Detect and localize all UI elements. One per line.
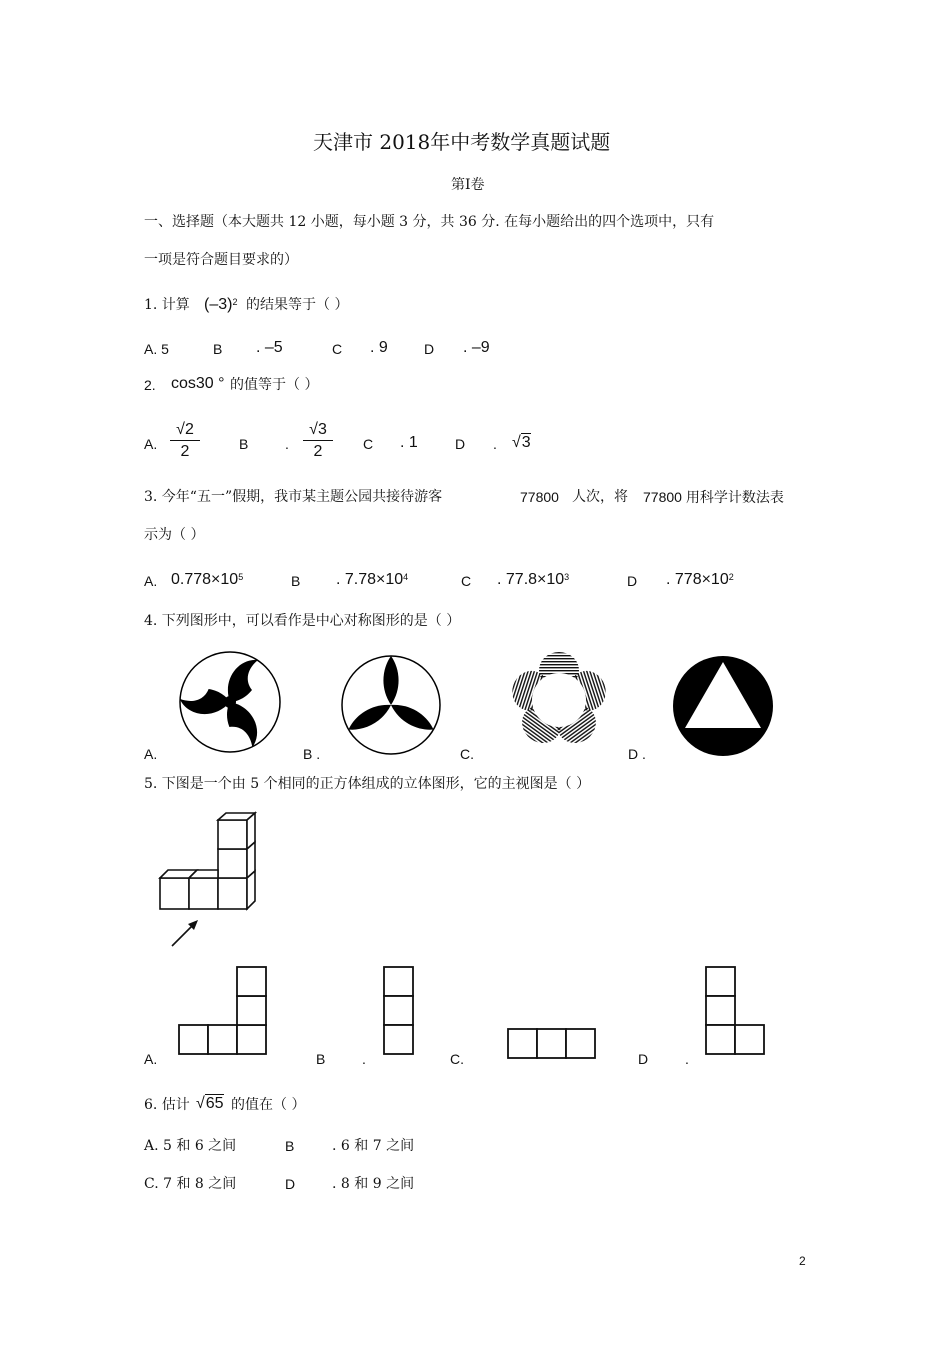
volume-label: 第Ⅰ卷: [451, 177, 485, 193]
q5-option-c-view: [507, 1028, 597, 1060]
q2-option-b-letter: B: [239, 436, 249, 452]
q2-option-b-dot: .: [285, 436, 289, 452]
q5-label-d: D: [638, 1051, 649, 1067]
q3-option-d-letter: D: [627, 573, 638, 589]
q2-option-c: . 1: [400, 434, 418, 451]
section-instructions-line1: 一、选择题（本大题共 12 小题，每小题 3 分，共 36 分. 在每小题给出的四个选项中，只有: [144, 214, 715, 230]
q6-radical: √65: [196, 1095, 224, 1112]
q6-option-d-letter: D: [285, 1176, 296, 1192]
q3-stem-line1-a: 3. 今年“五一”假期，我市某主题公园共接待游客: [144, 489, 443, 505]
q3-option-c: . $77.8\times 10^3$: [497, 571, 570, 588]
q6-option-a: A. 5 和 6 之间: [144, 1138, 237, 1154]
q2-expression: cos30 °: [171, 375, 225, 392]
q1-option-d: . –9: [463, 339, 490, 356]
page-number: 2: [799, 1254, 806, 1268]
q1-option-d-letter: D: [424, 341, 435, 357]
q2-option-a-fraction: $\frac{√2}{2}$: [170, 420, 200, 463]
q1-option-c-letter: C: [332, 341, 343, 357]
q3-option-c-letter: C: [461, 573, 472, 589]
q3-stem-line1-b: 人次，将: [572, 489, 628, 505]
q5-label-a: A.: [144, 1051, 158, 1067]
q4-label-d: D .: [628, 746, 646, 762]
q5-option-a-view: [178, 966, 268, 1056]
q5-label-b-dot: .: [362, 1051, 366, 1067]
q4-stem: 4. 下列图形中，可以看作是中心对称图形的是（ ）: [144, 613, 461, 629]
q4-figure-a: [178, 650, 282, 754]
q2-number: 2.: [144, 377, 156, 393]
q5-label-b: B: [316, 1051, 326, 1067]
q1-option-b-letter: B: [213, 341, 223, 357]
q1-option-a: A. 5: [144, 341, 169, 357]
q2-option-d-dot: .: [493, 436, 497, 452]
q4-label-a: A.: [144, 746, 158, 762]
section-instructions-line2: 一项是符合题目要求的）: [144, 252, 298, 268]
q6-option-c: C. 7 和 8 之间: [144, 1176, 237, 1192]
q4-label-c: C.: [460, 746, 474, 762]
q5-label-c: C.: [450, 1051, 464, 1067]
q3-option-a-letter: A.: [144, 573, 158, 589]
q5-option-b-view: [383, 966, 415, 1056]
q2-stem: 的值等于（ ）: [230, 377, 319, 393]
q5-stem: 5. 下图是一个由 5 个相同的正方体组成的立体图形，它的主视图是（ ）: [144, 776, 591, 792]
q6-option-b: . 6 和 7 之间: [332, 1138, 415, 1154]
q5-solid-figure: [158, 812, 268, 952]
q6-stem-prefix: 6. 估计: [144, 1097, 190, 1113]
q1-option-b: . –5: [256, 339, 283, 356]
q2-option-d-letter: D: [455, 436, 466, 452]
q6-stem-suffix: 的值在（ ）: [231, 1097, 306, 1113]
q3-option-a: $0.778\times 10^5$: [171, 571, 244, 588]
q4-figure-b: [340, 654, 442, 756]
q4-label-b: B .: [303, 746, 321, 762]
q5-option-d-view: [705, 966, 767, 1056]
q6-option-d: . 8 和 9 之间: [332, 1176, 415, 1192]
q2-option-a-letter: A.: [144, 436, 158, 452]
q1-stem-prefix: 1. 计算: [144, 297, 190, 313]
q3-stem-line2: 示为（ ）: [144, 527, 205, 543]
q3-option-d: . $778\times 10^2$: [666, 571, 734, 588]
q3-option-b: . $7.78\times 10^4$: [336, 571, 409, 588]
q2-option-b-fraction: $\frac{√3}{2}$: [303, 420, 333, 463]
q4-figure-c: [506, 650, 612, 750]
page-title: 天津市 2018年中考数学真题试题: [313, 130, 611, 154]
q3-visitor-count: 77800: [520, 489, 559, 505]
q3-stem-line1-c: 77800 用科学计数法表: [643, 489, 784, 505]
q1-expression: $(-3)^2$: [204, 296, 238, 313]
q2-option-d-radical: √3: [512, 434, 531, 451]
q3-option-b-letter: B: [291, 573, 301, 589]
q6-option-b-letter: B: [285, 1138, 295, 1154]
q1-option-c: . 9: [370, 339, 388, 356]
q2-option-c-letter: C: [363, 436, 374, 452]
q5-label-d-dot: .: [685, 1051, 689, 1067]
q4-figure-d: [671, 654, 775, 758]
q1-stem-suffix: 的结果等于（ ）: [246, 297, 349, 313]
